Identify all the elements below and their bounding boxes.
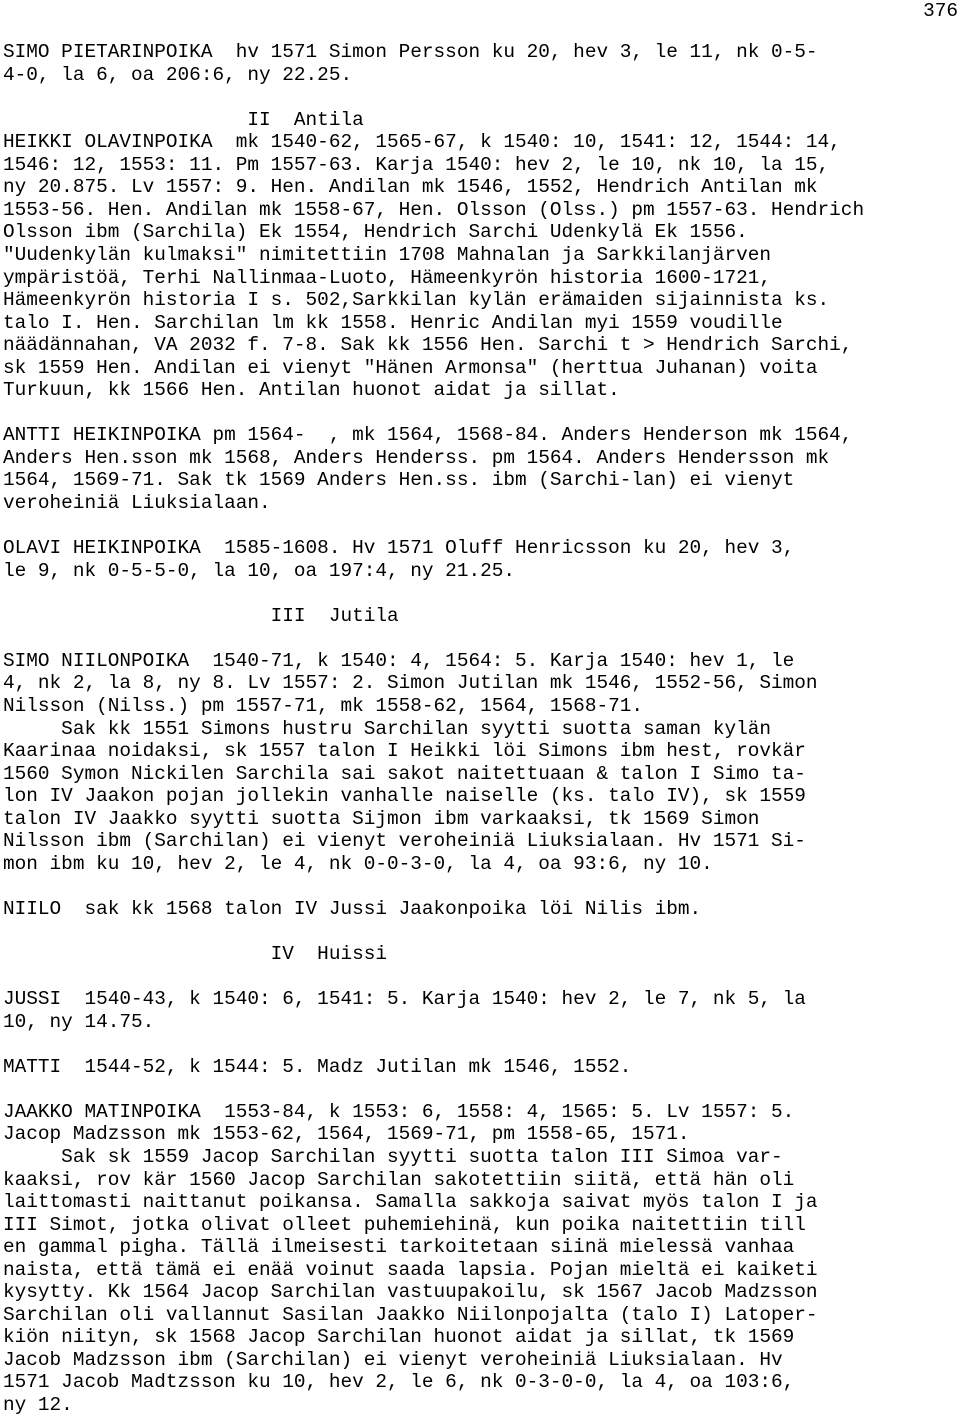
text-line: OLAVI HEIKINPOIKA 1585-1608. Hv 1571 Oluff Henricsson ku 20, hev 3, — [3, 537, 795, 560]
text-line: 1560 Symon Nickilen Sarchila sai sakot naitettuaan & talon I Simo ta- — [3, 762, 806, 785]
text-line: ANTTI HEIKINPOIKA pm 1564- , mk 1564, 1568-84. Anders Henderson mk 1564, — [3, 424, 853, 447]
text-line: MATTI 1544-52, k 1544: 5. Madz Jutilan mk 1546, 1552. — [3, 1055, 632, 1078]
text-line: ny 12. — [3, 1394, 73, 1416]
text-line: Hämeenkyrön historia I s. 502,Sarkkilan kylän erämaiden sijainnista ks. — [3, 289, 830, 312]
text-line: lon IV Jaakon pojan jollekin vanhalle naiselle (ks. talo IV), sk 1559 — [3, 785, 806, 808]
text-line: Sak sk 1559 Jacop Sarchilan syytti suotta talon III Simoa var- — [3, 1145, 783, 1168]
text-line: 1546: 12, 1553: 11. Pm 1557-63. Karja 1540: hev 2, le 10, nk 10, la 15, — [3, 153, 830, 176]
text-line: SIMO PIETARINPOIKA hv 1571 Simon Persson ku 20, hev 3, le 11, nk 0-5- — [3, 41, 818, 63]
text-line: JUSSI 1540-43, k 1540: 6, 1541: 5. Karja 1540: hev 2, le 7, nk 5, la — [3, 988, 806, 1011]
text-line: naista, että tämä ei enää voinut saada lapsia. Pojan mieltä ei kaiketi — [3, 1258, 818, 1281]
text-line: ympäristöä, Terhi Nallinmaa-Luoto, Hämeenkyrön historia 1600-1721, — [3, 266, 771, 289]
text-line: 4-0, la 6, oa 206:6, ny 22.25. — [3, 63, 353, 86]
text-line: sk 1559 Hen. Andilan ei vienyt "Hänen Armonsa" (herttua Juhanan) voita — [3, 356, 818, 379]
text-line: 10, ny 14.75. — [3, 1010, 155, 1033]
text-line: SIMO NIILONPOIKA 1540-71, k 1540: 4, 1564: 5. Karja 1540: hev 1, le — [3, 649, 795, 672]
text-line: en gammal pigha. Tällä ilmeisesti tarkoitetaan siinä mielessä vanhaa — [3, 1236, 795, 1259]
text-line: 1571 Jacob Madtzsson ku 10, hev 2, le 6, nk 0-3-0-0, la 4, oa 103:6, — [3, 1371, 795, 1394]
text-line: kaaksi, rov kär 1560 Jacop Sarchilan sakotettiin siitä, että hän oli — [3, 1168, 795, 1191]
text-line: le 9, nk 0-5-5-0, la 10, oa 197:4, ny 21.25. — [3, 559, 515, 582]
text-line: Turkuun, kk 1566 Hen. Antilan huonot aidat ja sillat. — [3, 379, 620, 402]
text-line: JAAKKO MATINPOIKA 1553-84, k 1553: 6, 1558: 4, 1565: 5. Lv 1557: 5. — [3, 1100, 795, 1123]
text-line: Jacop Madzsson mk 1553-62, 1564, 1569-71, pm 1558-65, 1571. — [3, 1123, 690, 1146]
text-line: talon IV Jaakko syytti suotta Sijmon ibm varkaaksi, tk 1569 Simon — [3, 807, 760, 830]
text-line: näädännahan, VA 2032 f. 7-8. Sak kk 1556 Hen. Sarchi t > Hendrich Sarchi, — [3, 334, 853, 357]
text-line: veroheiniä Liuksialaan. — [3, 492, 271, 514]
text-line: Olsson ibm (Sarchila) Ek 1554, Hendrich Sarchi Udenkylä Ek 1556. — [3, 221, 748, 244]
text-line: 1553-56. Hen. Andilan mk 1558-67, Hen. Olsson (Olss.) pm 1557-63. Hendrich — [3, 198, 865, 221]
text-line: HEIKKI OLAVINPOIKA mk 1540-62, 1565-67, k 1540: 10, 1541: 12, 1544: 14, — [3, 131, 841, 154]
text-line: 4, nk 2, la 8, ny 8. Lv 1557: 2. Simon Jutilan mk 1546, 1552-56, Simon — [3, 672, 818, 695]
text-line: "Uudenkylän kulmaksi" nimitettiin 1708 Mahnalan ja Sarkkilanjärven — [3, 243, 771, 266]
text-line: Kaarinaa noidaksi, sk 1557 talon I Heikki löi Simons ibm hest, rovkär — [3, 740, 806, 763]
text-line: Anders Hen.sson mk 1568, Anders Henderss. pm 1564. Anders Hendersson mk — [3, 446, 830, 469]
text-line: Jacob Madzsson ibm (Sarchilan) ei vienyt veroheiniä Liuksialaan. Hv — [3, 1348, 783, 1371]
text-line: III Simot, jotka olivat olleet puhemiehinä, kun poika naitettiin till — [3, 1213, 806, 1236]
page-number: 376 — [923, 0, 958, 22]
text-line: NIILO sak kk 1568 talon IV Jussi Jaakonpoika löi Nilis ibm. — [3, 897, 702, 920]
text-line: kiön niityn, sk 1568 Jacop Sarchilan huonot aidat ja sillat, tk 1569 — [3, 1326, 795, 1349]
text-line: kysytty. Kk 1564 Jacop Sarchilan vastuupakoilu, sk 1567 Jacob Madzsson — [3, 1281, 818, 1304]
text-line: Sarchilan oli vallannut Sasilan Jaakko Niilonpojalta (talo I) Latoper- — [3, 1303, 818, 1326]
text-line: laittomasti naittanut poikansa. Samalla sakkoja saivat myös talon I ja — [3, 1191, 818, 1214]
text-line: Sak kk 1551 Simons hustru Sarchilan syytti suotta saman kylän — [3, 717, 771, 740]
text-line: 1564, 1569-71. Sak tk 1569 Anders Hen.ss. ibm (Sarchi-lan) ei vienyt — [3, 469, 795, 492]
text-line: ny 20.875. Lv 1557: 9. Hen. Andilan mk 1546, 1552, Hendrich Antilan mk — [3, 176, 818, 199]
text-line: IV Huissi — [3, 943, 387, 965]
text-line: mon ibm ku 10, hev 2, le 4, nk 0-0-3-0, la 4, oa 93:6, ny 10. — [3, 852, 713, 875]
text-line: II Antila — [3, 108, 364, 131]
text-line: III Jutila — [3, 604, 399, 627]
text-line: Nilsson (Nilss.) pm 1557-71, mk 1558-62, 1564, 1568-71. — [3, 694, 643, 717]
text-line: Nilsson ibm (Sarchilan) ei vienyt veroheiniä Liuksialaan. Hv 1571 Si- — [3, 830, 806, 853]
text-line: talo I. Hen. Sarchilan lm kk 1558. Henric Andilan myi 1559 voudille — [3, 311, 783, 334]
